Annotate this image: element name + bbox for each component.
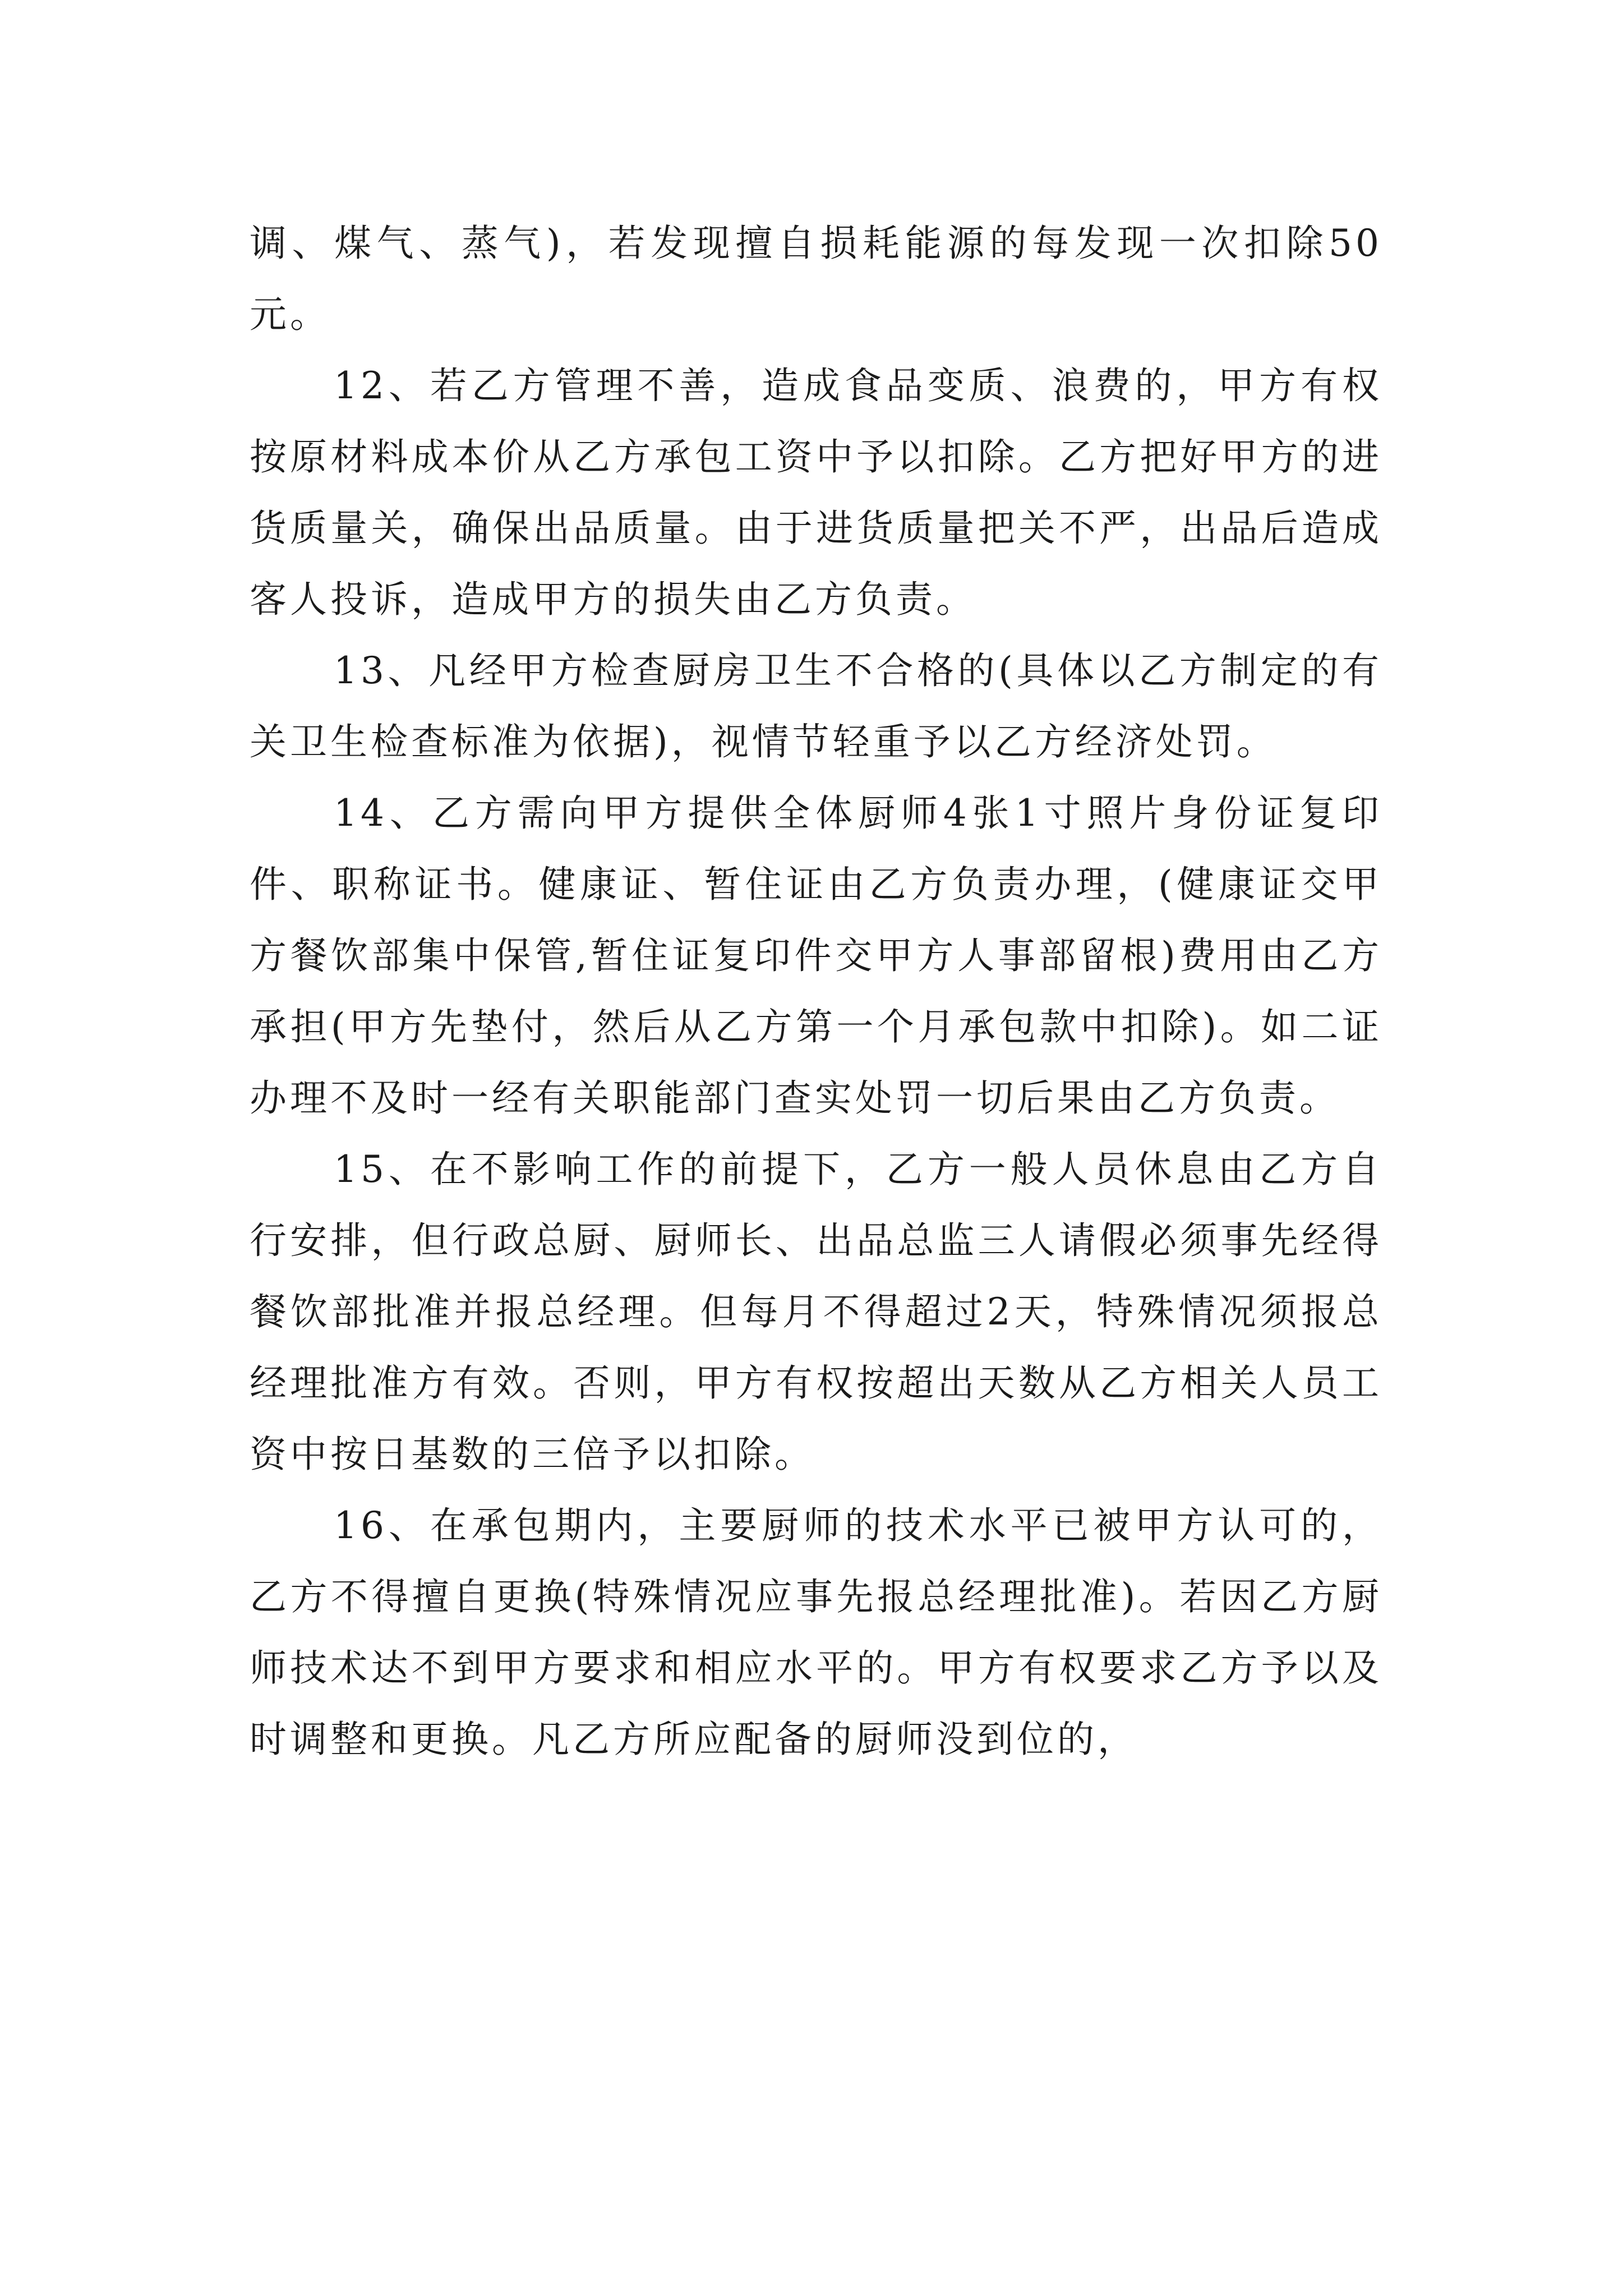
- paragraph-1: 调、煤气、蒸气)，若发现擅自损耗能源的每发现一次扣除50元。: [250, 222, 1382, 336]
- paragraph-3: 13、凡经甲方检查厨房卫生不合格的(具体以乙方制定的有关卫生检查标准为依据)，视情节轻重予以乙方经济处罚。: [250, 649, 1382, 763]
- paragraph-4: 14、乙方需向甲方提供全体厨师4张1寸照片身份证复印件、职称证书。健康证、暂住证由乙方负责办理，(健康证交甲方餐饮部集中保管,暂住证复印件交甲方人事部留根)费用由乙方承担(甲方先垫付，然后从乙方第一个月承包款中扣除)。如二证办理不及时一经有关职能部门查实处罚一切后果由乙方负责。: [250, 792, 1382, 1120]
- document-body: [250, 208, 1382, 1775]
- paragraph-5: 15、在不影响工作的前提下，乙方一般人员休息由乙方自行安排，但行政总厨、厨师长、出品总监三人请假必须事先经得餐饮部批准并报总经理。但每月不得超过2天，特殊情况须报总经理批准方有效。否则，甲方有权按超出天数从乙方相关人员工资中按日基数的三倍予以扣除。: [250, 1148, 1382, 1476]
- paragraph-2: 12、若乙方管理不善，造成食品变质、浪费的，甲方有权按原材料成本价从乙方承包工资中予以扣除。乙方把好甲方的进货质量关，确保出品质量。由于进货质量把关不严，出品后造成客人投诉，造成甲方的损失由乙方负责。: [250, 364, 1382, 621]
- paragraph-6: 16、在承包期内，主要厨师的技术水平已被甲方认可的，乙方不得擅自更换(特殊情况应事先报总经理批准)。若因乙方厨师技术达不到甲方要求和相应水平的。甲方有权要求乙方予以及时调整和更换。凡乙方所应配备的厨师没到位的，: [250, 1504, 1382, 1761]
